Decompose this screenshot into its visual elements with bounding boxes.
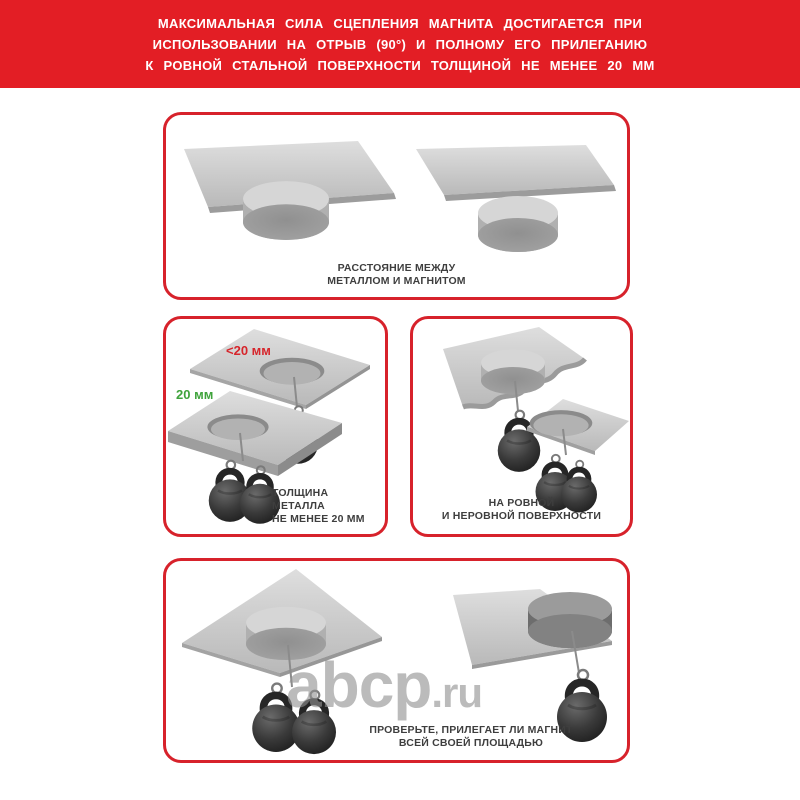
watermark-tld: .ru [431, 669, 483, 716]
partial-contact-group [453, 589, 612, 742]
surface-caption [413, 497, 630, 523]
thin-thickness-label: <20 мм [226, 343, 271, 358]
magnet-attached [243, 181, 329, 240]
full-contact-caption-line-1: ПРОВЕРЬТЕ, ПРИЛЕГАЕТ ЛИ МАГНИТ [369, 724, 573, 736]
distance-caption [166, 262, 627, 288]
distance-caption-line-2: МЕТАЛЛОМ И МАГНИТОМ [327, 275, 466, 287]
banner-line-1: МАКСИМАЛЬНАЯ СИЛА СЦЕПЛЕНИЯ МАГНИТА ДОСТИГАЕТСЯ ПРИ [157, 15, 643, 31]
plate-with-attached-magnet [184, 141, 396, 240]
magnet-partial-contact [528, 592, 612, 648]
panel-distance [163, 112, 630, 300]
thickness-caption [272, 487, 365, 526]
thickness-caption-line-1: ТОЛЩИНА [272, 487, 329, 499]
panel-surface [410, 316, 633, 537]
panel-full-contact [163, 558, 630, 763]
thickness-caption-line-2: МЕТАЛЛА [272, 500, 325, 512]
panel-thickness [163, 316, 388, 537]
title-banner [0, 0, 800, 88]
magnet-on-uneven-surface [481, 349, 545, 394]
flat-surface-group [527, 399, 629, 513]
surface-caption-line-1: НА РОВНОЙ [488, 497, 555, 509]
surface-caption-line-2: И НЕРОВНОЙ ПОВЕРХНОСТИ [441, 510, 602, 522]
plate-with-detached-magnet [416, 145, 616, 252]
distance-caption-line-1: РАССТОЯНИЕ МЕЖДУ [337, 262, 456, 274]
thick-thickness-label: 20 мм [176, 387, 214, 402]
magnet-detached [478, 196, 558, 252]
banner-line-2: ИСПОЛЬЗОВАНИИ НА ОТРЫВ (90°) И ПОЛНОМУ ЕГО ПРИЛЕГАНИЮ [152, 36, 648, 52]
kettlebell [292, 691, 336, 754]
full-contact-caption [336, 724, 606, 750]
watermark-name: abcp [286, 649, 432, 721]
thickness-caption-line-3: НЕ МЕНЕЕ 20 ММ [272, 513, 365, 525]
banner-line-3: К РОВНОЙ СТАЛЬНОЙ ПОВЕРХНОСТИ ТОЛЩИНОЙ НЕ МЕНЕЕ 20 ММ [145, 57, 655, 73]
kettlebell [252, 684, 300, 752]
full-contact-caption-line-2: ВСЕЙ СВОЕЙ ПЛОЩАДЬЮ [398, 737, 544, 749]
magnet-full-contact [246, 607, 326, 660]
